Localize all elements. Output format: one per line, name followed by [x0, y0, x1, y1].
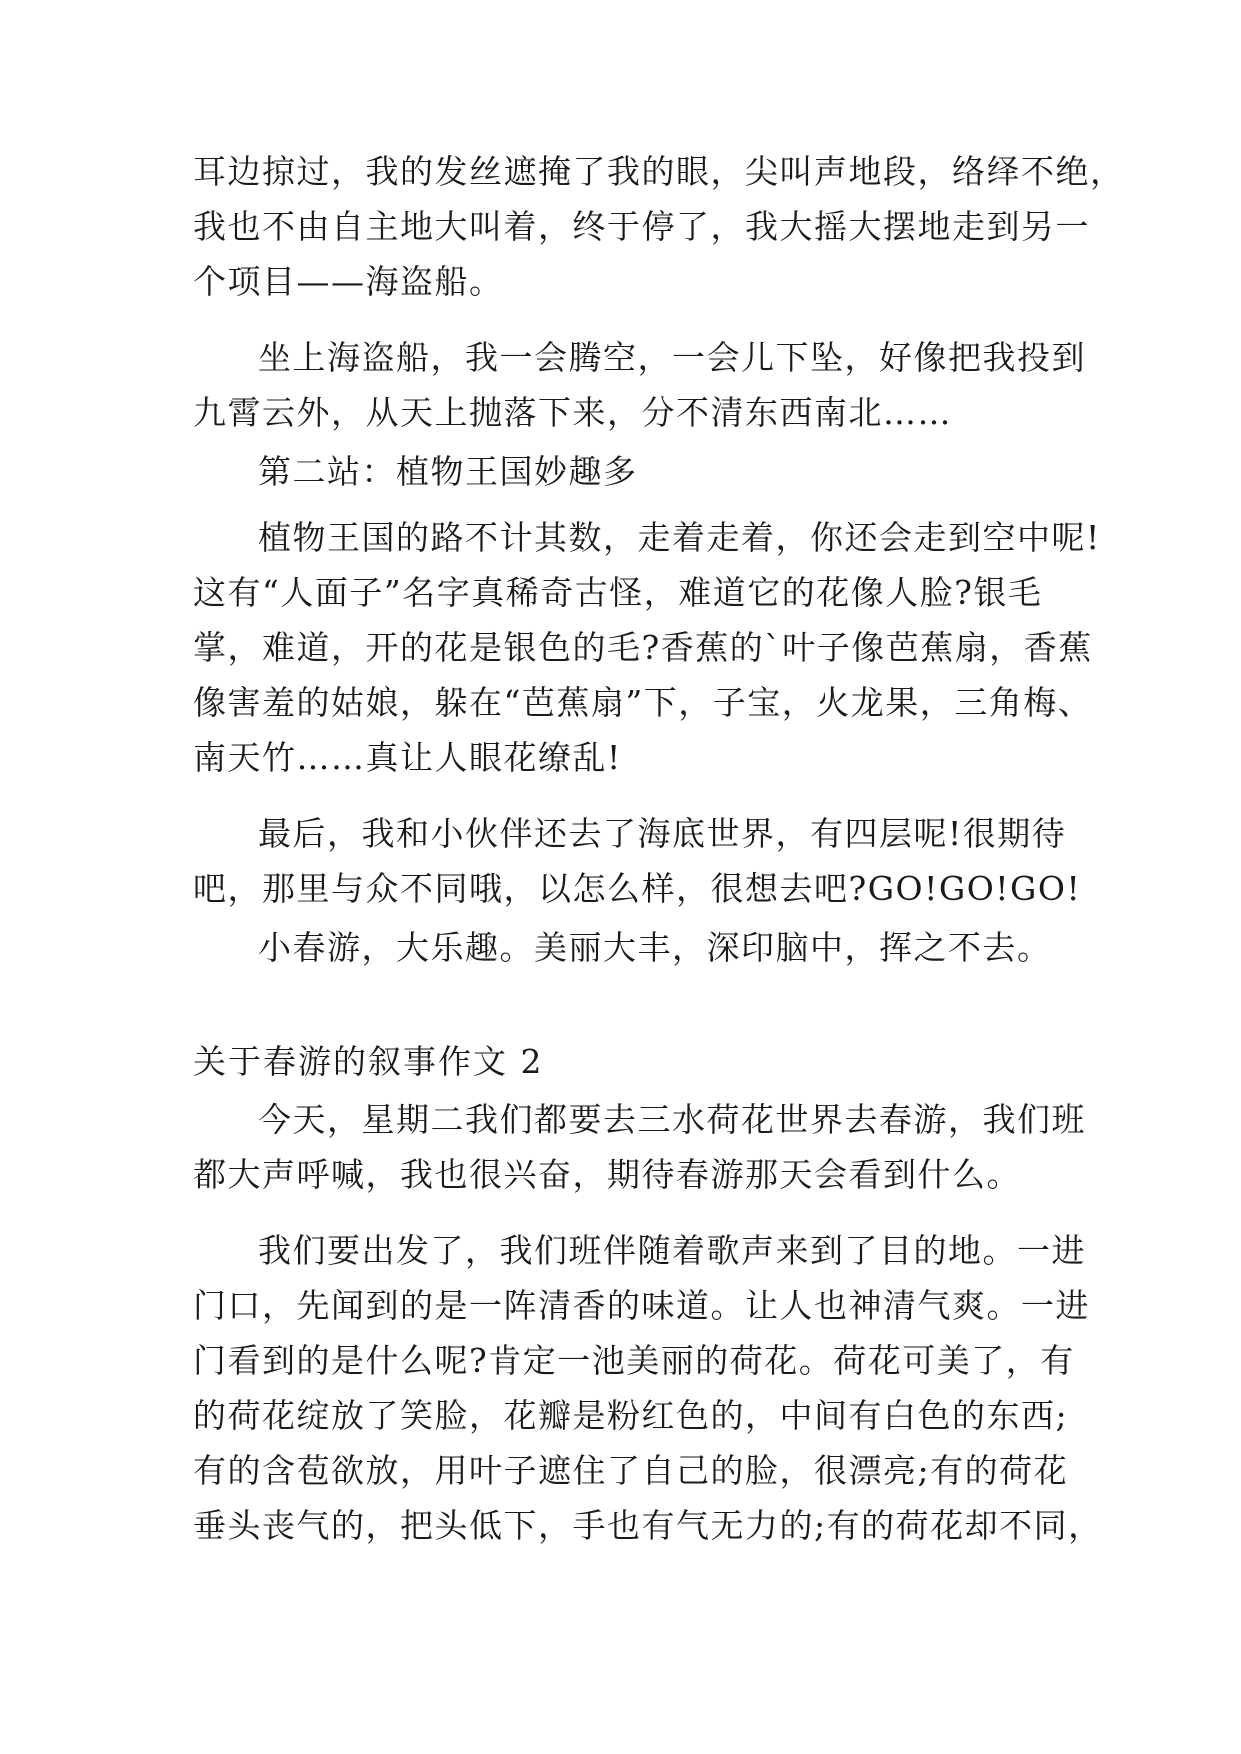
text-line: 都大声呼喊，我也很兴奋，期待春游那天会看到什么。	[193, 1155, 1021, 1194]
text-line: 我们要出发了，我们班伴随着歌声来到了目的地。一进	[258, 1231, 1086, 1270]
text-line: 有的含苞欲放，用叶子遮住了自己的脸，很漂亮;有的荷花	[193, 1451, 1069, 1490]
text-line: 植物王国的路不计其数，走着走着，你还会走到空中呢!	[258, 518, 1101, 557]
text-line: 像害羞的姑娘，躲在“芭蕉扇”下，子宝，火龙果，三角梅、	[193, 683, 1093, 722]
text-line: 的荷花绽放了笑脸，花瓣是粉红色的，中间有白色的东西;	[193, 1396, 1069, 1435]
text-line: 今天，星期二我们都要去三水荷花世界去春游，我们班	[258, 1100, 1086, 1139]
text-line: 耳边掠过，我的发丝遮掩了我的眼，尖叫声地段，络绎不绝，	[193, 152, 1125, 191]
text-line: 我也不由自主地大叫着，终于停了，我大摇大摆地走到另一	[193, 207, 1090, 246]
text-line: 垂头丧气的，把头低下，手也有气无力的;有的荷花却不同，	[193, 1506, 1103, 1545]
text-line: 九霄云外，从天上抛落下来，分不清东西南北……	[193, 393, 952, 432]
text-line: 门看到的是什么呢?肯定一池美丽的荷花。荷花可美了，有	[193, 1341, 1075, 1380]
text-line: 掌，难道，开的花是银色的毛?香蕉的`叶子像芭蕉扇，香蕉	[193, 628, 1093, 667]
text-line: 最后，我和小伙伴还去了海底世界，有四层呢!很期待	[258, 814, 1067, 853]
text-line: 南天竹……真让人眼花缭乱!	[193, 738, 622, 777]
text-line: 门口，先闻到的是一阵清香的味道。让人也神清气爽。一进	[193, 1286, 1090, 1325]
section-subtitle: 第二站：植物王国妙趣多	[258, 452, 638, 491]
text-line: 个项目——海盗船。	[193, 262, 504, 301]
text-line: 坐上海盗船，我一会腾空，一会儿下坠，好像把我投到	[258, 338, 1086, 377]
text-line: 吧，那里与众不同哦，以怎么样，很想去吧?GO!GO!GO!	[193, 869, 1082, 908]
text-line: 这有“人面子”名字真稀奇古怪，难道它的花像人脸?银毛	[193, 573, 1043, 612]
article-title: 关于春游的叙事作文 2	[193, 1042, 544, 1081]
text-line: 小春游，大乐趣。美丽大丰，深印脑中，挥之不去。	[258, 928, 1052, 967]
